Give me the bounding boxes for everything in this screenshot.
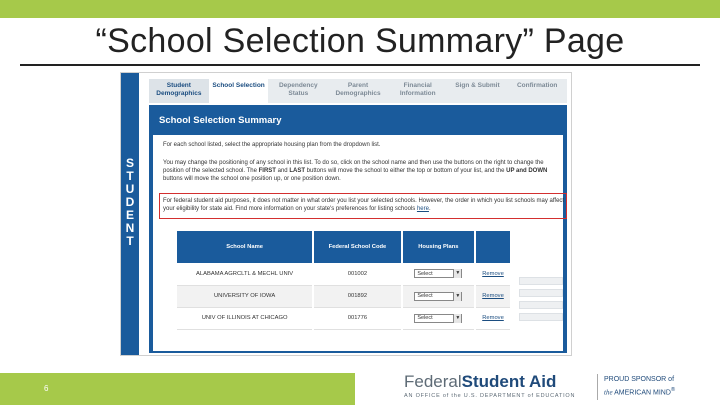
school-name-cell[interactable]: ALABAMA AGRCLTL & MECHL UNIV: [177, 263, 313, 285]
housing-cell: [402, 285, 475, 307]
remove-link[interactable]: Remove: [482, 270, 504, 277]
chevron-down-icon: ▼: [453, 292, 461, 301]
col-header-school-name: School Name: [177, 231, 313, 263]
table-row[interactable]: [177, 263, 511, 285]
action-cell: [475, 285, 511, 307]
housing-select[interactable]: Select ▼: [414, 269, 462, 278]
footer-accent-bar: [0, 373, 355, 405]
state-preferences-link[interactable]: here: [416, 206, 429, 212]
remove-link[interactable]: Remove: [482, 315, 504, 321]
title-underline: [20, 64, 700, 66]
progress-steps: [149, 79, 567, 103]
step-tab-sign-submit[interactable]: Sign & Submit: [455, 82, 500, 89]
col-header-housing: Housing Plans: [402, 231, 475, 263]
table-row[interactable]: [177, 285, 511, 307]
student-side-banner: [121, 73, 139, 355]
step-tab-school-selection[interactable]: School Selection: [209, 79, 269, 103]
banner-letter: S: [125, 156, 134, 170]
housing-select[interactable]: Select ▼: [414, 314, 462, 323]
school-selection-panel: [149, 105, 567, 353]
fafsa-screenshot: [120, 72, 572, 356]
school-name-cell[interactable]: UNIVERSITY OF IOWA: [177, 285, 313, 307]
col-header-federal-code: Federal School Code: [313, 231, 402, 263]
housing-select[interactable]: Select ▼: [414, 292, 462, 301]
top-accent-bar: [0, 0, 720, 18]
remove-link[interactable]: Remove: [482, 293, 504, 299]
federal-student-aid-logo: FederalStudent Aid AN OFFICE of the U.S. DEPARTMENT of EDUCATION: [404, 372, 576, 399]
housing-cell: [402, 307, 475, 329]
slide-title: “School Selection Summary” Page: [95, 22, 625, 60]
step-tab-parent-demographics[interactable]: Parent Demographics: [335, 82, 381, 97]
schools-table: [177, 231, 512, 330]
school-code-cell: 001776: [313, 307, 402, 329]
instruction-positioning: You may change the positioning of any school in this list. To do so, click on the school name and then use the buttons on the right to change the position of the selected school. The FIRST and LAST buttons will move the school to either the top or bottom of your list, and the UP and DOWN buttons will move the school one position up, or one position down.: [163, 160, 548, 182]
step-tab-financial-information[interactable]: Financial Information: [399, 82, 436, 97]
school-name-cell[interactable]: UNIV OF ILLINOIS AT CHICAGO: [177, 307, 313, 329]
sponsor-text: PROUD SPONSOR of the AMERICAN MIND®: [604, 376, 676, 397]
banner-letter: E: [125, 208, 134, 222]
step-tab-confirmation[interactable]: Confirmation: [516, 82, 558, 89]
banner-letter: D: [125, 195, 135, 209]
table-row[interactable]: [177, 307, 511, 329]
school-code-cell: 001002: [313, 263, 402, 285]
action-cell: [475, 263, 511, 285]
panel-title: School Selection Summary: [159, 115, 282, 126]
banner-letter: T: [126, 169, 134, 183]
school-code-cell: 001892: [313, 285, 402, 307]
state-aid-note: For federal student aid purposes, it does not matter in what order you list your selected schools. However, the order in which you list schools may affect your eligibility for state aid. Find more information on your state's preferences for listing schools here.: [163, 198, 565, 212]
slide-number: 6: [44, 384, 49, 393]
action-cell: [475, 307, 511, 329]
step-tab-dependency-status[interactable]: Dependency Status: [278, 82, 318, 97]
chevron-down-icon: ▼: [453, 314, 461, 323]
last-button[interactable]: [519, 313, 563, 321]
col-header-action: [475, 231, 511, 263]
logo-divider: [597, 374, 598, 400]
panel-body: [153, 135, 563, 351]
first-button[interactable]: [519, 277, 563, 285]
up-button[interactable]: [519, 289, 563, 297]
reorder-buttons: [519, 277, 563, 325]
down-button[interactable]: [519, 301, 563, 309]
banner-letter: T: [126, 234, 134, 248]
housing-cell: [402, 263, 475, 285]
chevron-down-icon: ▼: [453, 269, 461, 278]
banner-letter: N: [125, 221, 135, 235]
banner-letter: U: [125, 182, 135, 196]
step-tab-student-demographics[interactable]: Student Demographics: [149, 79, 209, 103]
instruction-housing: For each school listed, select the appropriate housing plan from the dropdown list.: [163, 142, 381, 148]
